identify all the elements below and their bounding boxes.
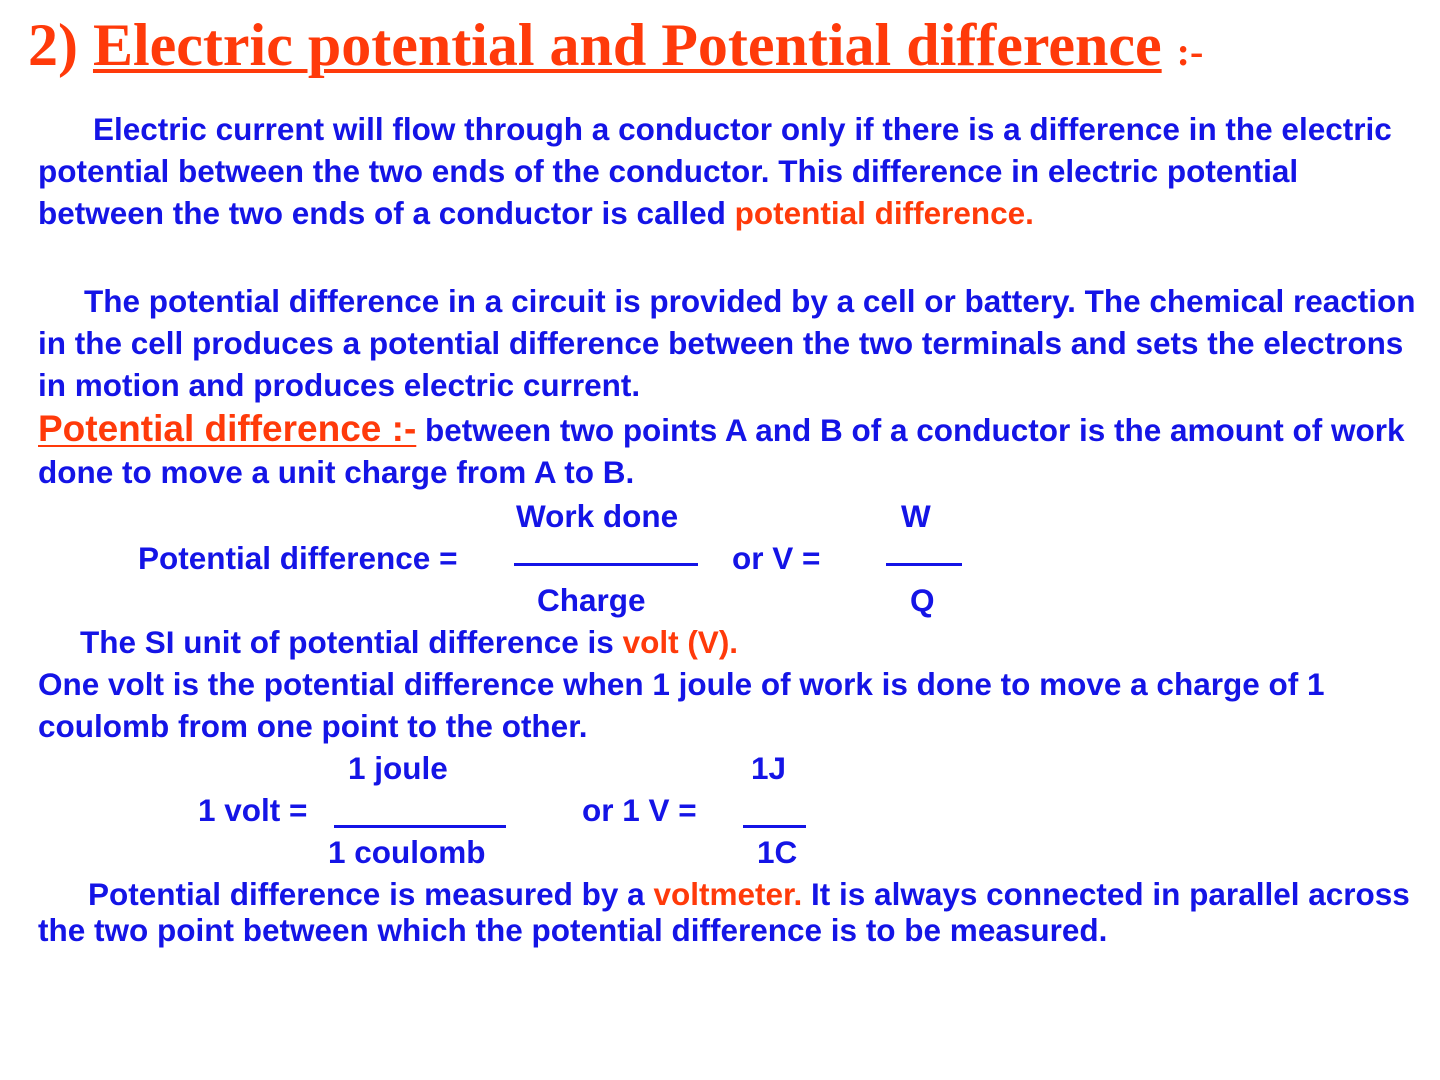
volt-definition [38, 663, 1418, 747]
formula-or-text: or V = [732, 540, 821, 576]
formula-lhs: 1 volt = [198, 792, 308, 828]
formula-denominator: Charge [537, 582, 646, 618]
page-title [28, 8, 1203, 89]
title-suffix: :- [1176, 29, 1204, 74]
measurement-text-before: Potential difference is measured by a [88, 876, 645, 912]
si-unit-line [80, 621, 738, 663]
fraction-bar [334, 825, 506, 828]
formula-alt-denominator: 1C [757, 834, 798, 870]
formula-numerator: 1 joule [348, 750, 448, 786]
fraction-bar [886, 563, 962, 566]
paragraph-current-flow [38, 108, 1418, 234]
paragraph-cell-battery [38, 280, 1418, 406]
volt-highlight: volt (V). [622, 624, 739, 660]
definition-term: Potential difference :- [38, 408, 417, 449]
formula-alt-denominator: Q [910, 582, 935, 618]
title-main: Electric potential and Potential difference [92, 12, 1162, 78]
measurement-text-after: It is always connected in parallel across the two point between which the potential difference is to be measured. [38, 876, 1410, 948]
formula-denominator: 1 coulomb [328, 834, 486, 870]
si-unit-text: The SI unit of potential difference is [80, 624, 614, 660]
title-number: 2) [28, 12, 78, 78]
paragraph-text: The potential difference in a circuit is provided by a cell or battery. The chemical reaction in the cell produces a potential difference between the two terminals and sets the electrons in motion and produces electric current. [38, 283, 1416, 403]
definition-text: between two points A and B of a conductor is the amount of work done to move a unit charge from A to B. [38, 412, 1405, 490]
definition-paragraph [38, 408, 1418, 493]
formula-alt-numerator: W [901, 498, 931, 534]
volt-definition-text: One volt is the potential difference when 1 joule of work is done to move a charge of 1 coulomb from one point to the other. [38, 666, 1325, 744]
potential-difference-highlight: potential difference. [734, 195, 1034, 231]
formula-or-text: or 1 V = [582, 792, 697, 828]
paragraph-text: Electric current will flow through a conductor only if there is a difference in the electric potential between the two ends of the conductor. This difference in electric potential between the two ends of a conductor is called [38, 111, 1392, 231]
formula-alt-numerator: 1J [751, 750, 787, 786]
voltmeter-highlight: voltmeter. [653, 876, 803, 912]
formula-numerator: Work done [516, 498, 679, 534]
fraction-bar [514, 563, 698, 566]
formula-lhs: Potential difference = [138, 540, 458, 576]
measurement-paragraph [38, 876, 1418, 948]
fraction-bar [743, 825, 806, 828]
